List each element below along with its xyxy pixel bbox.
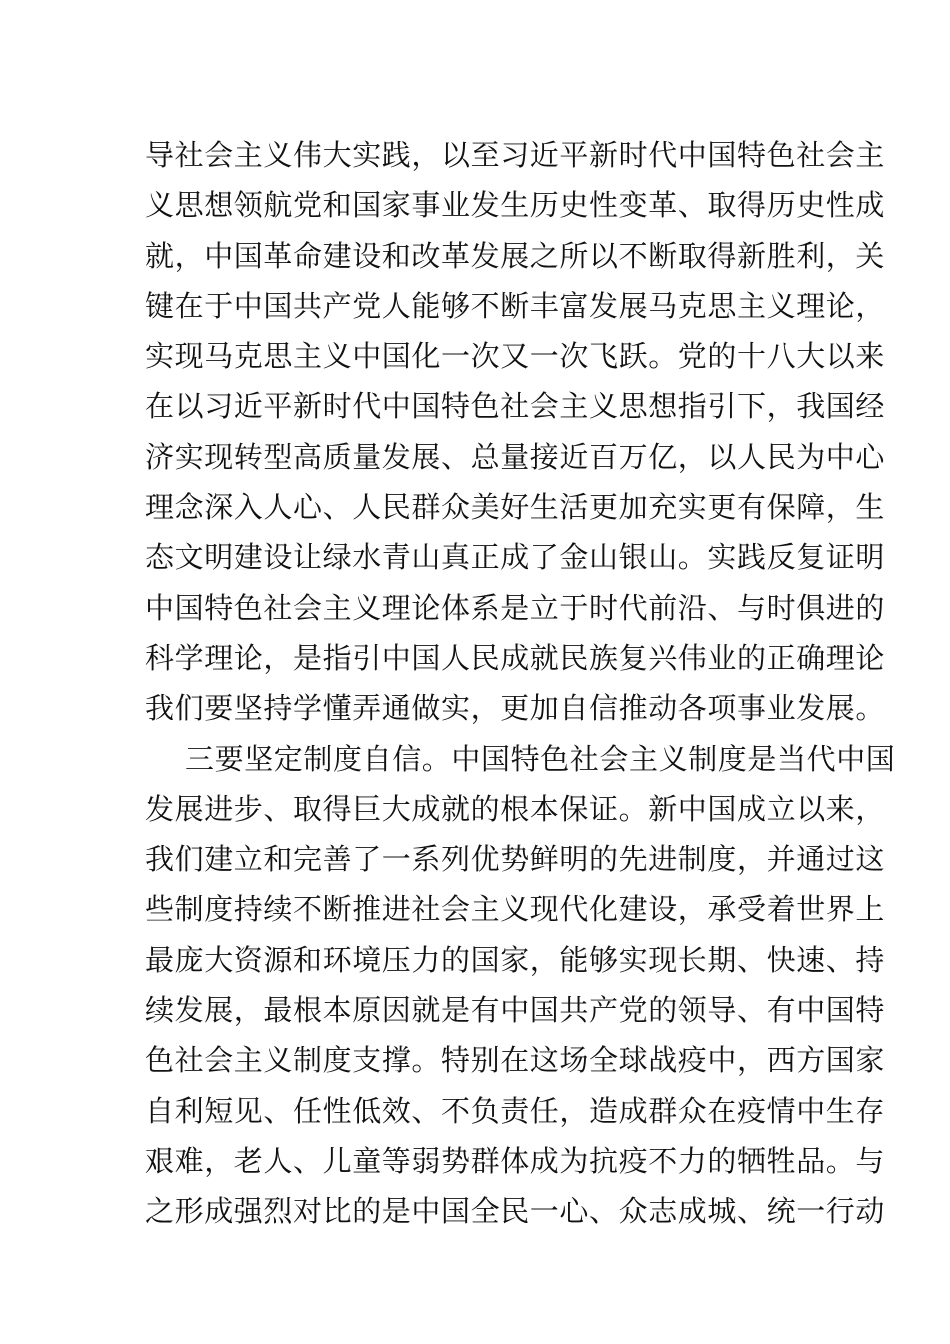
text-line: 科学理论，是指引中国人民成就民族复兴伟业的正确理论 <box>145 640 886 675</box>
text-line: 实现马克思主义中国化一次又一次飞跃。党的十八大以来 <box>145 339 886 374</box>
text-line: 中国特色社会主义理论体系是立于时代前沿、与时俱进的 <box>145 590 886 625</box>
body-text <box>145 130 896 1237</box>
text-line: 自利短见、任性低效、不负责任，造成群众在疫情中生存 <box>145 1093 886 1128</box>
text-line: 导社会主义伟大实践，以至习近平新时代中国特色社会主 <box>145 138 886 172</box>
text-line: 最庞大资源和环境压力的国家，能够实现长期、快速、持 <box>145 942 886 977</box>
paragraph-start-line: 三要坚定制度自信。中国特色社会主义制度是当代中国 <box>185 741 896 776</box>
text-line: 续发展，最根本原因就是有中国共产党的领导、有中国特 <box>145 993 886 1028</box>
text-line: 发展进步、取得巨大成就的根本保证。新中国成立以来， <box>145 791 886 826</box>
text-line: 义思想领航党和国家事业发生历史性变革、取得历史性成 <box>145 188 886 223</box>
text-line: 我们要坚持学懂弄通做实，更加自信推动各项事业发展。 <box>145 691 886 726</box>
text-line: 我们建立和完善了一系列优势鲜明的先进制度，并通过这 <box>145 842 886 877</box>
text-line: 在以习近平新时代中国特色社会主义思想指引下，我国经 <box>145 389 886 424</box>
text-line: 态文明建设让绿水青山真正成了金山银山。实践反复证明 <box>145 540 886 575</box>
text-line: 些制度持续不断推进社会主义现代化建设，承受着世界上 <box>145 892 886 927</box>
text-line: 之形成强烈对比的是中国全民一心、众志成城、统一行动 <box>145 1194 886 1229</box>
text-line: 济实现转型高质量发展、总量接近百万亿，以人民为中心 <box>145 439 886 474</box>
text-line: 色社会主义制度支撑。特别在这场全球战疫中，西方国家 <box>145 1043 886 1078</box>
text-line: 艰难，老人、儿童等弱势群体成为抗疫不力的牺牲品。与 <box>145 1143 886 1178</box>
text-line: 键在于中国共产党人能够不断丰富发展马克思主义理论， <box>145 288 886 323</box>
text-line: 理念深入人心、人民群众美好生活更加充实更有保障，生 <box>145 490 886 525</box>
text-line: 就，中国革命建设和改革发展之所以不断取得新胜利，关 <box>145 238 886 273</box>
